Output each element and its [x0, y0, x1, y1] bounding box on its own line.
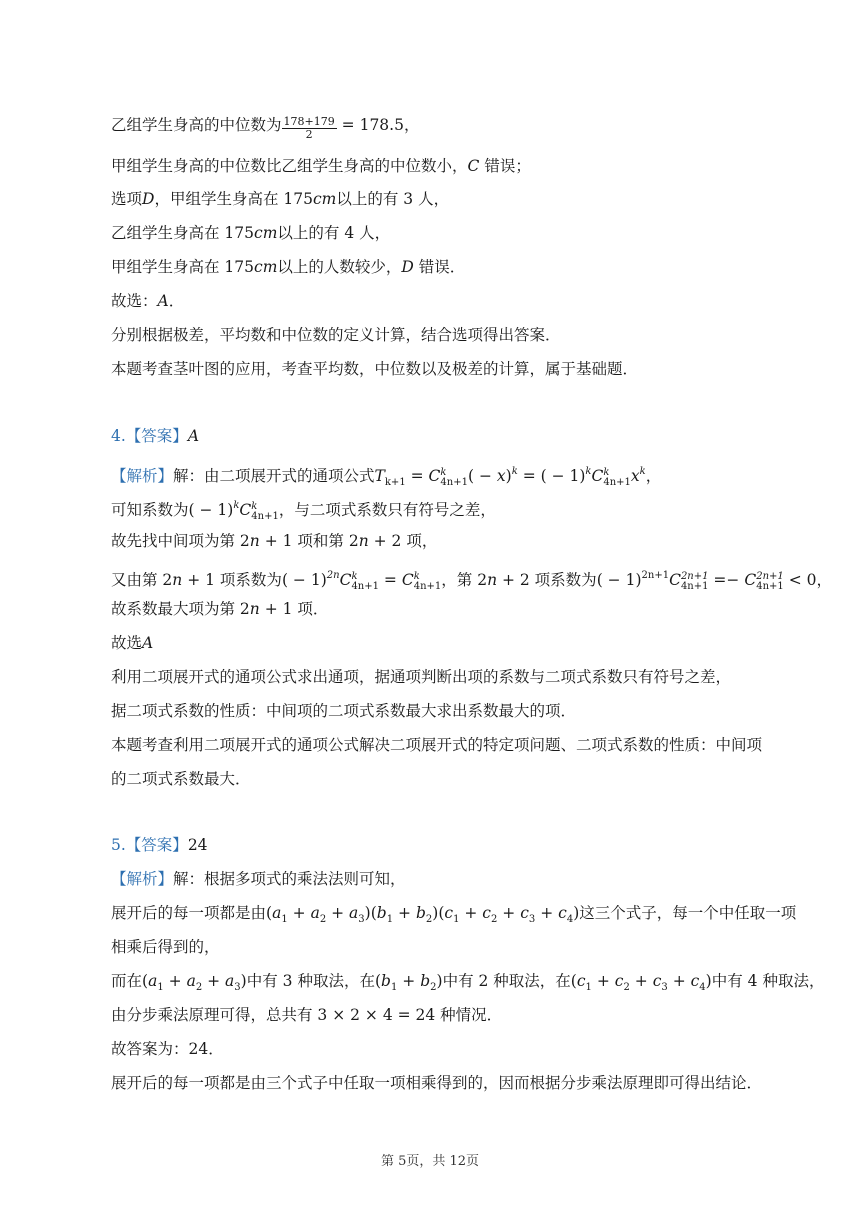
- text-line: 据二项式系数的性质：中间项的二项式系数最大求出系数最大的项．: [111, 702, 577, 720]
- text-line: [111, 632, 800, 654]
- math-var: cm: [312, 190, 337, 208]
- text-line: [111, 495, 800, 522]
- fraction: [282, 116, 337, 141]
- text-line: 本题考查茎叶图的应用，考查平均数，中位数以及极差的计算，属于基础题．: [111, 360, 639, 378]
- text-fragment: 解：根据多项式的乘法法则可知，: [173, 870, 406, 888]
- text-line: [111, 598, 800, 620]
- text-fragment: 以上的有 3 人，: [336, 190, 450, 208]
- text-fragment: ，第 2: [441, 571, 488, 589]
- text-line: 的二项式系数最大．: [111, 770, 251, 788]
- text-line: [111, 970, 830, 999]
- math-formula: $(b_1 + b_2)$: [374, 972, 443, 993]
- math-formula: $(c_1 + c_2 + c_3 + c_4)$: [570, 972, 712, 993]
- math-formula: $(a_1 + a_2 + a_3)$: [142, 972, 247, 993]
- text-line: [111, 565, 830, 592]
- math-var: cm: [254, 224, 278, 242]
- text-fragment: 错误；: [484, 157, 531, 175]
- text-fragment: 故系数最大项为第 2: [111, 600, 250, 618]
- page-footer: 第 5页，共 12页: [380, 1154, 480, 1169]
- math-var: cm: [254, 258, 278, 276]
- text-line: 相乘后得到的，: [111, 938, 220, 956]
- math-var: n: [172, 571, 183, 589]
- text-fragment: = 178.5，: [341, 116, 420, 134]
- analysis-tag: 【解析】: [111, 467, 174, 485]
- text-line: 展开后的每一项都是由三个式子中任取一项相乘得到的，因而根据分步乘法原理即可得出结论．: [111, 1074, 763, 1092]
- text-fragment: ．: [168, 292, 185, 310]
- text-line: 由分步乘法原理可得，总共有 3 × 2 × 4 = 24 种情况．: [111, 1006, 503, 1024]
- text-fragment: 以上的有 4 人，: [277, 224, 391, 242]
- text-line: [111, 290, 800, 312]
- math-var: n: [358, 532, 369, 550]
- math-var: n: [249, 532, 260, 550]
- math-var: A: [157, 292, 169, 310]
- text-line: 分别根据极差，平均数和中位数的定义计算，结合选项得出答案．: [111, 326, 561, 344]
- answer-tag: 【答案】: [125, 836, 188, 854]
- math-formula: ( − 1)$^{2n+1}$C 2n+1 4n+1 =− C 2n+1 4n+1 < 0，: [596, 570, 832, 592]
- text-line: [111, 256, 800, 278]
- analysis-tag: 【解析】: [111, 870, 174, 888]
- text-fragment: 乙组学生身高的中位数为: [111, 116, 282, 134]
- text-fragment: 中有 4 种取法，: [711, 972, 825, 990]
- math-var: D: [401, 258, 414, 276]
- text-fragment: 故选: [111, 634, 143, 652]
- text-fragment: 中有 3 种取法，在: [246, 972, 375, 990]
- math-var: C: [467, 157, 480, 175]
- answer-value: 24: [187, 836, 208, 854]
- text-fragment: 甲组学生身高的中位数比乙组学生身高的中位数小，: [111, 157, 468, 175]
- q5-answer-line: [111, 834, 800, 856]
- text-fragment: 故先找中间项为第 2: [111, 532, 250, 550]
- answer-value: A: [187, 427, 200, 445]
- text-fragment: 而在: [111, 972, 143, 990]
- text-line: 利用二项展开式的通项公式求出通项，据通项判断出项的系数与二项式系数只有符号之差，: [111, 668, 732, 686]
- q4-answer-line: [111, 425, 800, 447]
- text-fragment: 错误．: [418, 258, 466, 276]
- math-formula: ( − 1)$^{2n}$C k 4n+1 = C k 4n+1: [281, 570, 442, 592]
- text-fragment: 这三个式子，每一个中任取一项: [579, 904, 797, 922]
- question-number: 4.: [111, 427, 126, 445]
- question-number: 5.: [111, 836, 126, 854]
- fraction-numerator: 178+179: [283, 115, 335, 128]
- text-line: [111, 188, 800, 210]
- text-fragment: 中有 2 种取法，在: [442, 972, 571, 990]
- text-line: [111, 155, 800, 177]
- text-line: [111, 530, 800, 552]
- text-fragment: ，与二项式系数只有符号之差，: [278, 501, 496, 519]
- text-line: 本题考查利用二项展开式的通项公式解决二项展开式的特定项问题、二项式系数的性质：中间项: [111, 736, 763, 754]
- fraction-denominator: 2: [305, 128, 313, 141]
- math-formula: $T_{k+1} = C$ k 4n+1 ( − x)$^k$ = ( − 1)$^k$C k 4n+1 $x^k$: [374, 466, 646, 488]
- text-fragment: 甲组学生身高在 175: [111, 258, 255, 276]
- text-fragment: + 1 项．: [264, 600, 329, 618]
- text-line: [111, 114, 800, 141]
- text-line: [111, 902, 800, 931]
- math-formula: $(a_1 + a_2 + a_3)(b_1 + b_2)(c_1 + c_2 + c_3 + c_4)$: [266, 904, 580, 925]
- text-fragment: 又由第 2: [111, 571, 173, 589]
- answer-tag: 【答案】: [125, 427, 188, 445]
- math-var: A: [142, 634, 154, 652]
- text-line: [111, 868, 800, 890]
- text-fragment: + 1 项系数为: [187, 571, 282, 589]
- text-fragment: 解：由二项展开式的通项公式: [173, 467, 375, 485]
- text-fragment: + 1 项和第 2: [264, 532, 359, 550]
- math-var: n: [487, 571, 498, 589]
- text-fragment: + 2 项，: [373, 532, 438, 550]
- text-line: [111, 222, 800, 244]
- text-fragment: 故选：: [111, 292, 158, 310]
- text-fragment: 展开后的每一项都是由: [111, 904, 267, 922]
- text-line: 【解析】解：由二项展开式的通项公式$T_{k+1} = C$ k 4n+1 ( − x)$^k$ = ( − 1)$^k$C k 4n+1 $x^k$，: [111, 466, 662, 488]
- text-fragment: ，甲组学生身高在 175: [154, 190, 313, 208]
- math-var: D: [142, 190, 155, 208]
- math-var: n: [249, 600, 260, 618]
- text-fragment: 选项: [111, 190, 143, 208]
- text-fragment: 可知系数为: [111, 501, 189, 519]
- text-fragment: 乙组学生身高在 175: [111, 224, 255, 242]
- math-formula: ( − 1)$^k$C k 4n+1: [188, 500, 279, 522]
- text-fragment: 以上的人数较少，: [277, 258, 402, 276]
- text-fragment: + 2 项系数为: [501, 571, 597, 589]
- text-line: 故答案为：24．: [111, 1040, 224, 1058]
